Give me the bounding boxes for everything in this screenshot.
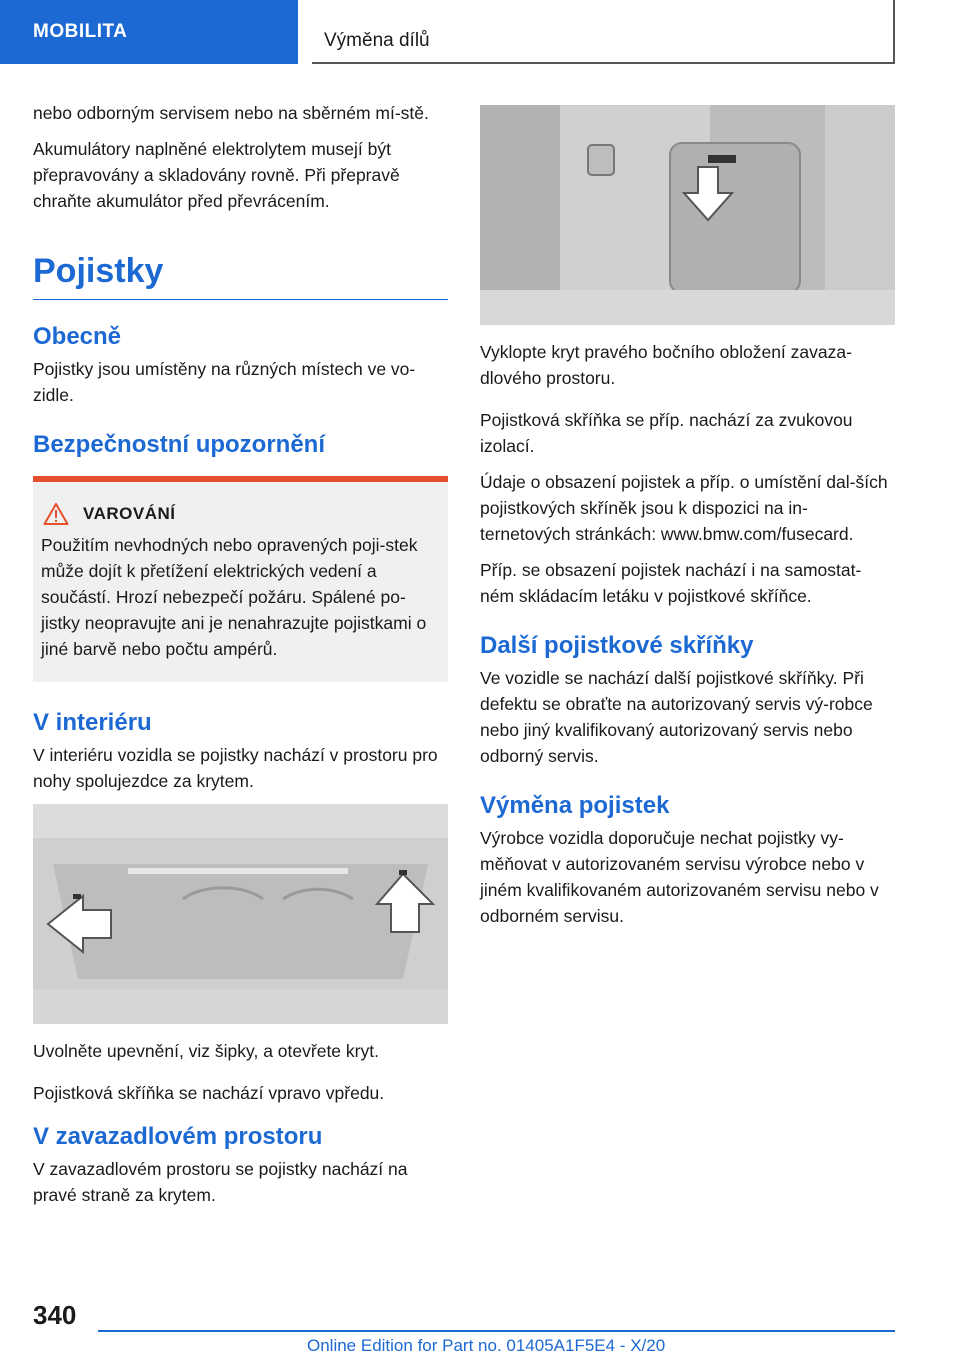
- section-general: [33, 322, 448, 408]
- section-more-fuseboxes: [480, 631, 895, 769]
- paragraph: nebo odborným servisem nebo na sběrném mí-stě.: [33, 103, 429, 123]
- paragraph: Příp. se obsazení pojistek nachází i na samostat-ném skládacím letáku v pojistkové skříňce.: [480, 560, 862, 606]
- paragraph: Vyklopte kryt pravého bočního obložení zavaza-dlového prostoru.: [480, 342, 852, 388]
- paragraph: Pojistky jsou umístěny na různých místech ve vo-zidle.: [33, 359, 416, 405]
- paragraph: Pojistková skříňka se příp. nachází za zvukovou izolací.: [480, 410, 853, 456]
- paragraph: Akumulátory naplněné elektrolytem musejí být přepravovány a skladovány rovně. Při přepravě chraňte akumulátor před převrácením.: [33, 139, 400, 211]
- paragraph: Ve vozidle se nachází další pojistkové skříňky. Při defektu se obraťte na autorizovaný servis vý-robce nebo jiný kvalifikovaný autorizovaný servis nebo odborný servis.: [480, 668, 873, 766]
- section-replace-fuses: [480, 791, 895, 929]
- warning-header: [41, 502, 440, 526]
- paragraph: V zavazadlovém prostoru se pojistky nachází na pravé straně za krytem.: [33, 1159, 408, 1205]
- footer-edition: Online Edition for Part no. 01405A1F5E4 - X/20: [307, 1336, 666, 1355]
- paragraph: V interiéru vozidla se pojistky nachází v prostoru pro nohy spolujezdce za krytem.: [33, 745, 438, 791]
- right-column: [480, 105, 895, 951]
- footer-divider: [98, 1330, 895, 1332]
- chapter-heading-fuses: Pojistky: [33, 252, 448, 300]
- trunk-fuse-cover-image: [480, 105, 895, 325]
- warning-title: VAROVÁNÍ: [83, 504, 176, 523]
- warning-box: [33, 476, 448, 682]
- heading-general: Obecně: [33, 323, 122, 350]
- heading-safety: Bezpečnostní upozornění: [33, 431, 326, 458]
- paragraph: Pojistková skříňka se nachází vpravo vpředu.: [33, 1083, 385, 1103]
- paragraph: Výrobce vozidla doporučuje nechat pojistky vy-měňovat v autorizovaném servisu výrobce nebo v jiném kvalifikovaném autorizovaném servisu nebo v odborném servisu.: [480, 828, 879, 926]
- paragraph: Uvolněte upevnění, viz šipky, a otevřete kryt.: [33, 1041, 379, 1061]
- paragraph: Údaje o obsazení pojistek a příp. o umístění dal-ších pojistkových skříněk jsou k dispozici na in-ternetových stránkách: www.bmw.com/fusecard.: [480, 472, 888, 544]
- heading-trunk: V zavazadlovém prostoru: [33, 1123, 323, 1150]
- left-column: [33, 100, 448, 1230]
- page-header-title: Výměna dílů: [312, 0, 895, 64]
- heading-interior: V interiéru: [33, 709, 152, 736]
- section-interior: [33, 708, 448, 794]
- page-number: 340: [33, 1300, 77, 1330]
- heading-replace-fuses: Výměna pojistek: [480, 792, 670, 819]
- section-trunk: [33, 1122, 448, 1208]
- warning-text: Použitím nevhodných nebo opravených poji-stek může dojít k přetížení elektrických vedení a součástí. Hrozí nebezpečí požáru. Spálené po-jistky neopravujte ani je nenahrazujte pojistkami o jiné barvě nebo počtu ampérů.: [41, 535, 427, 659]
- heading-more-fuseboxes: Další pojistkové skříňky: [480, 632, 754, 659]
- section-tab: MOBILITA: [0, 0, 298, 64]
- warning-triangle-icon: [43, 502, 69, 526]
- interior-fuse-cover-image: [33, 804, 448, 1024]
